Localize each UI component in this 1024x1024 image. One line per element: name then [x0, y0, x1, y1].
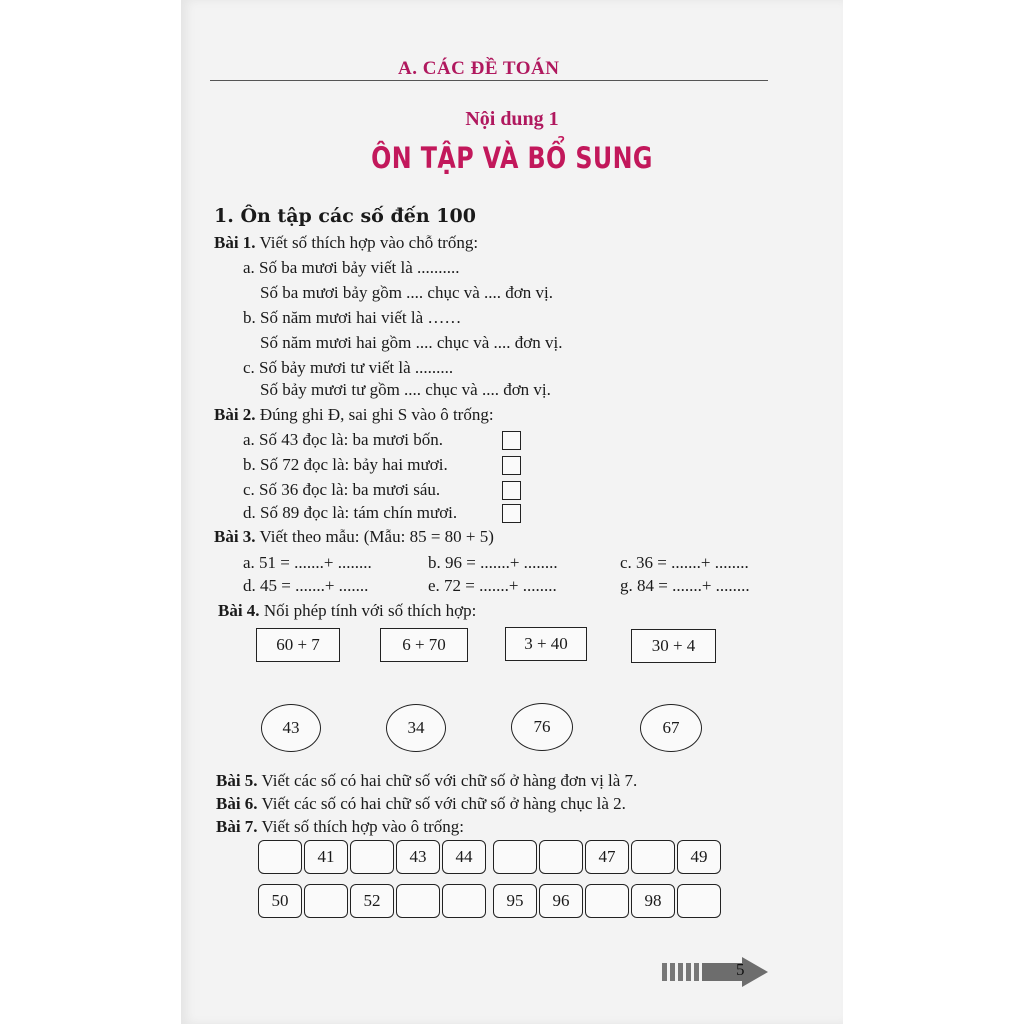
exercise-1-line: b. Số năm mươi hai viết là …… [243, 308, 462, 327]
grid-cell-empty[interactable] [677, 884, 721, 918]
exercise-text: Nối phép tính với số thích hợp: [263, 601, 477, 620]
content-label: Nội dung 1 [465, 108, 559, 130]
grid-cell: 49 [677, 840, 721, 874]
grid-cell: 43 [396, 840, 440, 874]
grid-cell: 95 [493, 884, 537, 918]
decomposition-item: a. 51 = .......+ ........ [243, 553, 372, 572]
grid-cell: 41 [304, 840, 348, 874]
header-divider [210, 80, 768, 81]
grid-cell: 44 [442, 840, 486, 874]
decomposition-item: g. 84 = .......+ ........ [620, 576, 750, 595]
grid-cell-empty[interactable] [350, 840, 394, 874]
exercise-1-line: Số ba mươi bảy gồm .... chục và .... đơn vị. [260, 283, 554, 302]
statement-item: c. Số 36 đọc là: ba mươi sáu. [243, 480, 441, 499]
exercise-label: Bài 4. [218, 601, 260, 620]
exercise-label: Bài 6. [216, 794, 258, 813]
grid-cell: 52 [350, 884, 394, 918]
decomposition-item: b. 96 = .......+ ........ [428, 553, 558, 572]
grid-cell: 96 [539, 884, 583, 918]
number-oval[interactable]: 34 [386, 704, 446, 752]
grid-cell-empty[interactable] [585, 884, 629, 918]
exercise-label: Bài 3. [214, 527, 256, 546]
answer-checkbox[interactable] [502, 431, 521, 450]
exercise-text: Viết số thích hợp vào ô trống: [261, 817, 465, 836]
exercise-label: Bài 1. [214, 233, 256, 252]
number-oval[interactable]: 76 [511, 703, 573, 751]
exercise-4 [218, 601, 476, 621]
grid-cell-empty[interactable] [442, 884, 486, 918]
statement-item: a. Số 43 đọc là: ba mươi bốn. [243, 430, 443, 449]
exercise-label: Bài 5. [216, 771, 258, 790]
exercise-label: Bài 2. [214, 405, 256, 424]
expression-box[interactable]: 6 + 70 [380, 628, 468, 662]
exercise-1-line: a. Số ba mươi bảy viết là .......... [243, 258, 460, 277]
exercise-6 [216, 794, 626, 814]
grid-cell: 47 [585, 840, 629, 874]
answer-checkbox[interactable] [502, 481, 521, 500]
chapter-title: ÔN TẬP VÀ BỔ SUNG [371, 141, 653, 175]
expression-box[interactable]: 30 + 4 [631, 629, 716, 663]
decomposition-item: d. 45 = .......+ ....... [243, 576, 369, 595]
header-title: A. CÁC ĐỀ TOÁN [398, 58, 560, 79]
grid-cell-empty[interactable] [493, 840, 537, 874]
statement-item: d. Số 89 đọc là: tám chín mươi. [243, 503, 458, 522]
exercise-1-line: Số bảy mươi tư gồm .... chục và .... đơn vị. [260, 380, 551, 399]
page-number-arrow [660, 955, 770, 989]
number-oval[interactable]: 67 [640, 704, 702, 752]
section-title: 1. Ôn tập các số đến 100 [214, 205, 476, 227]
exercise-text: Viết số thích hợp vào chỗ trống: [259, 233, 479, 252]
answer-checkbox[interactable] [502, 504, 521, 523]
decomposition-item: c. 36 = .......+ ........ [620, 553, 749, 572]
grid-cell: 98 [631, 884, 675, 918]
decomposition-item: e. 72 = .......+ ........ [428, 576, 557, 595]
exercise-text: Đúng ghi Đ, sai ghi S vào ô trống: [259, 405, 494, 424]
exercise-1-line: Số năm mươi hai gồm .... chục và .... đơn vị. [260, 333, 563, 352]
grid-cell-empty[interactable] [631, 840, 675, 874]
grid-cell-empty[interactable] [304, 884, 348, 918]
answer-checkbox[interactable] [502, 456, 521, 475]
exercise-2 [214, 405, 494, 425]
exercise-text: Viết các số có hai chữ số với chữ số ở hàng chục là 2. [261, 794, 626, 813]
exercise-text: Viết các số có hai chữ số với chữ số ở hàng đơn vị là 7. [261, 771, 638, 790]
number-oval[interactable]: 43 [261, 704, 321, 752]
page-number: 5 [736, 960, 745, 979]
exercise-3 [214, 527, 494, 547]
arrow-icon [660, 955, 770, 989]
exercise-label: Bài 7. [216, 817, 258, 836]
grid-cell-empty[interactable] [396, 884, 440, 918]
exercise-1-line: c. Số bảy mươi tư viết là ......... [243, 358, 454, 377]
exercise-1 [214, 233, 478, 253]
grid-cell: 50 [258, 884, 302, 918]
exercise-7 [216, 817, 464, 837]
statement-item: b. Số 72 đọc là: bảy hai mươi. [243, 455, 448, 474]
expression-box[interactable]: 3 + 40 [505, 627, 587, 661]
grid-cell-empty[interactable] [539, 840, 583, 874]
expression-box[interactable]: 60 + 7 [256, 628, 340, 662]
exercise-text: Viết theo mẫu: (Mẫu: 85 = 80 + 5) [259, 527, 494, 546]
exercise-5 [216, 771, 637, 791]
grid-cell-empty[interactable] [258, 840, 302, 874]
